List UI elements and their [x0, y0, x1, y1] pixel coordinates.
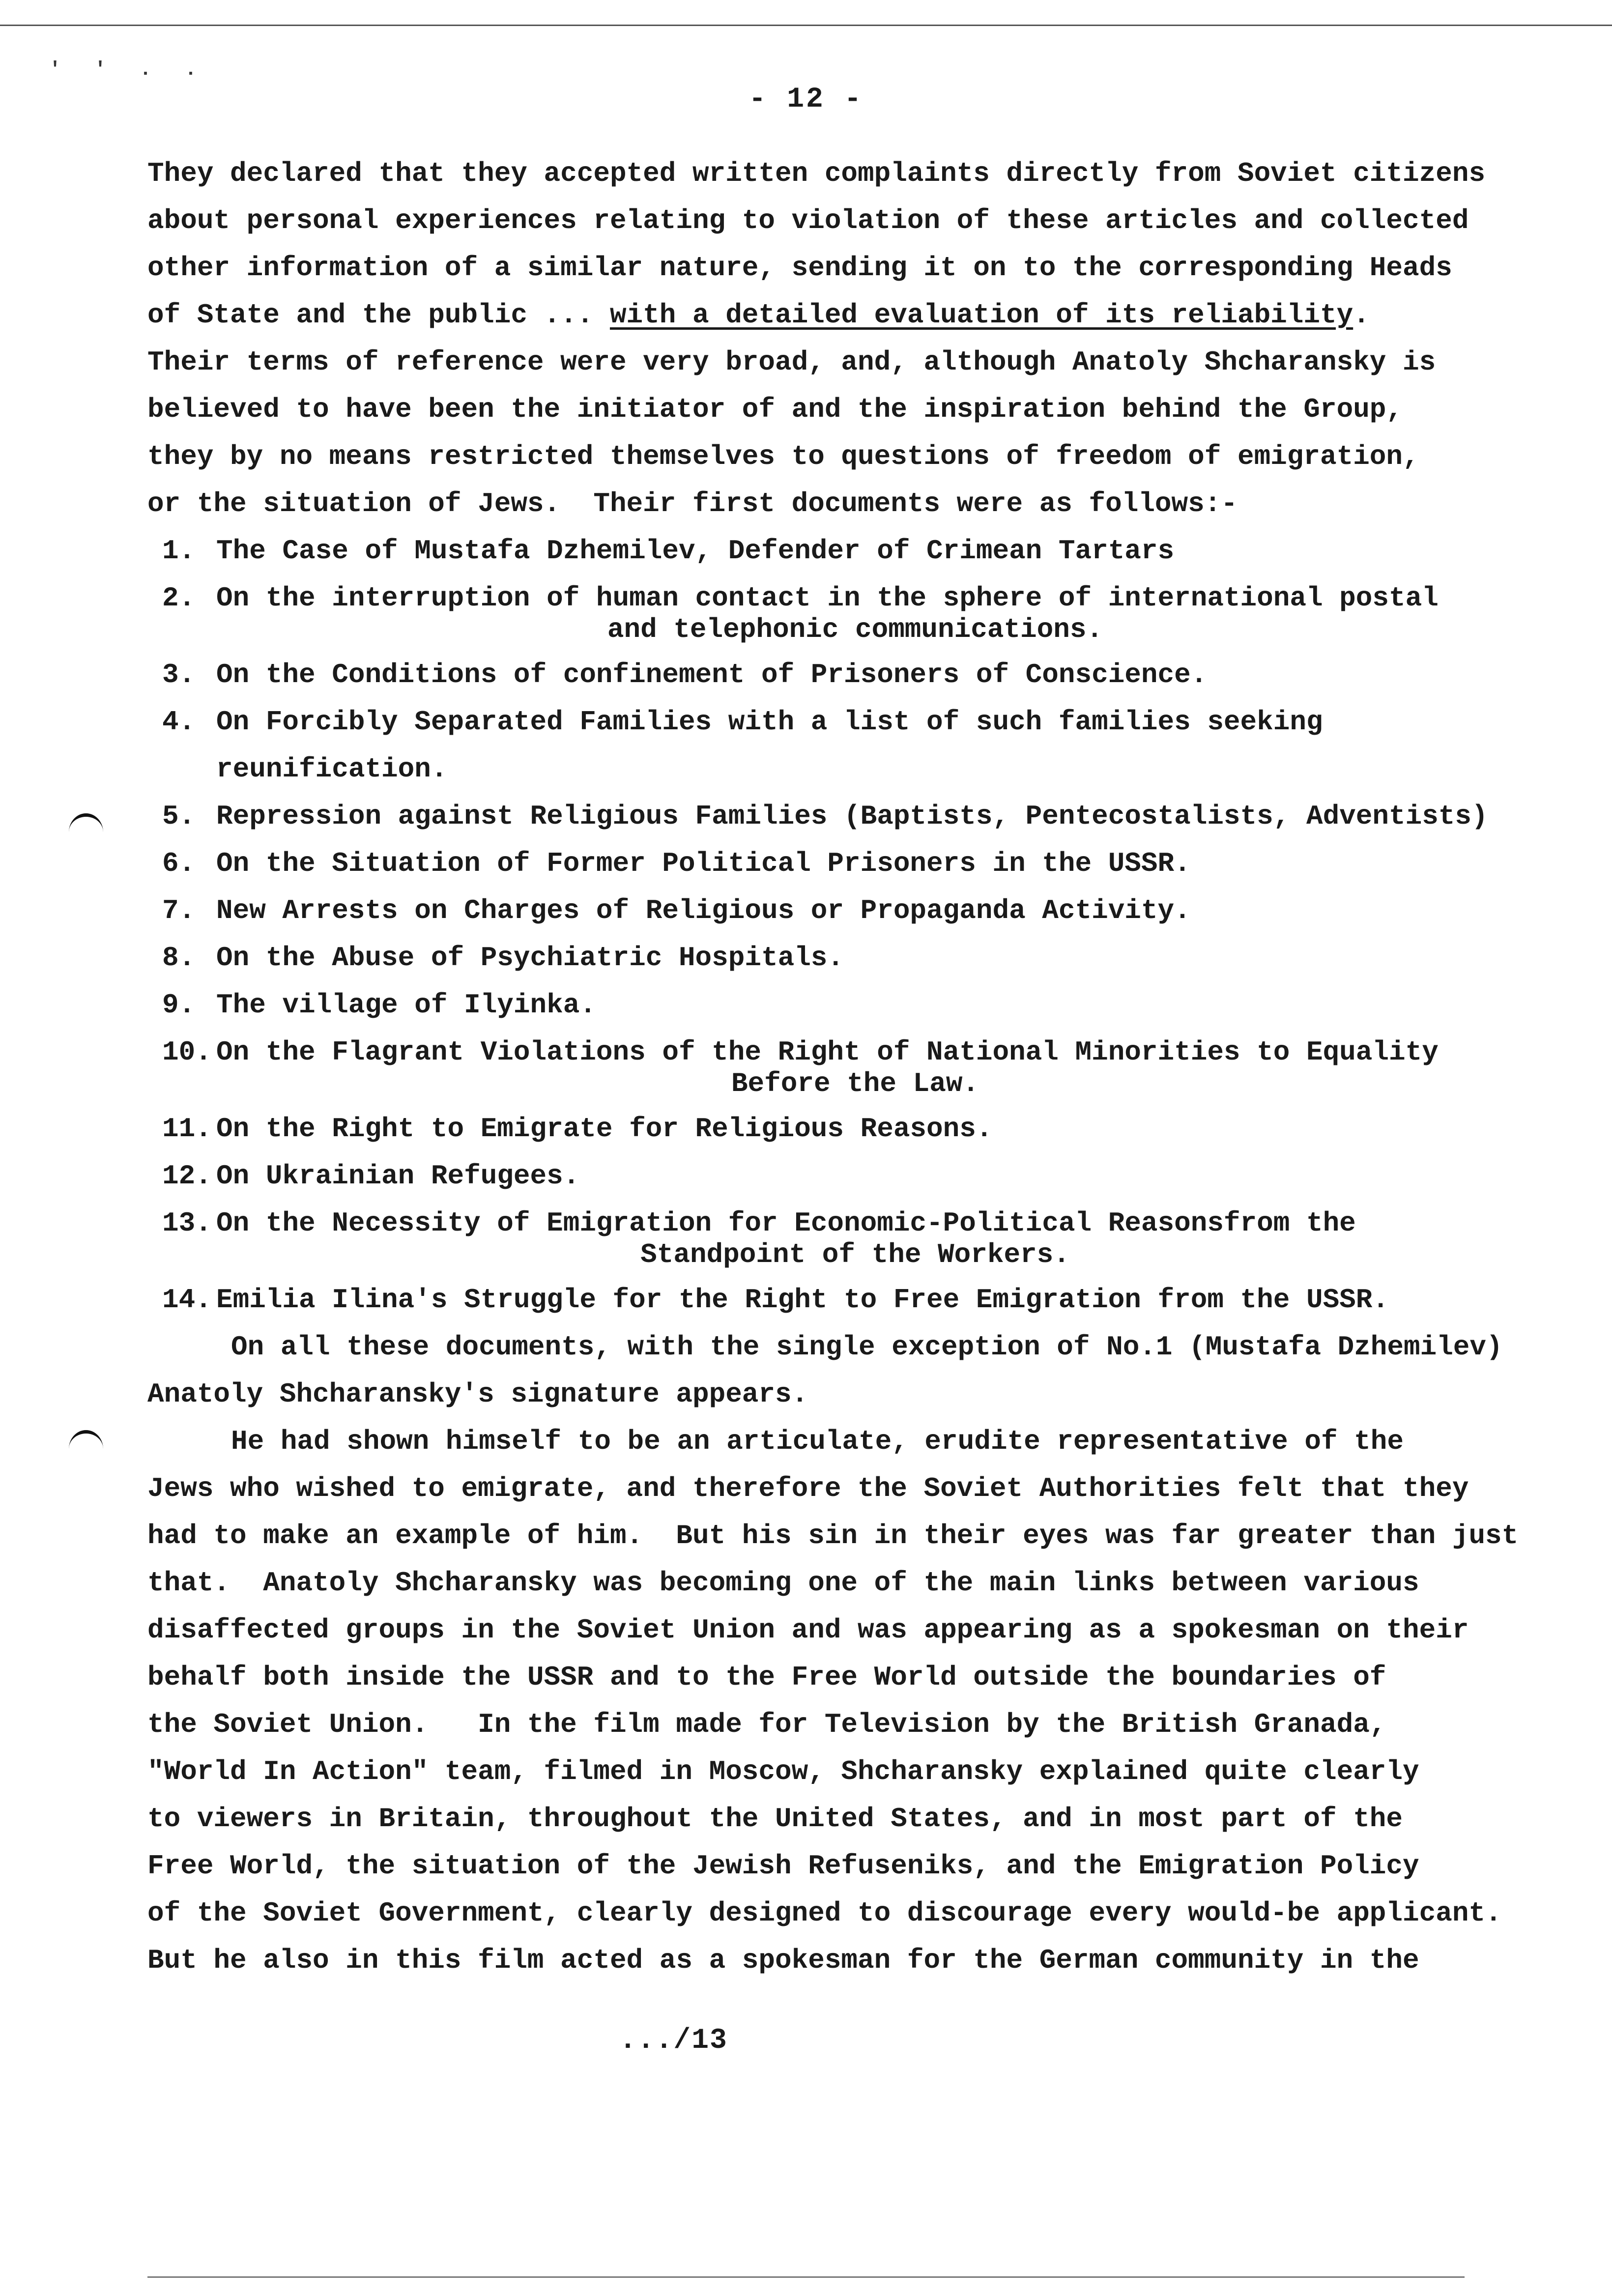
- scan-specks: ' ' . .: [49, 59, 208, 81]
- document-item: [162, 527, 1494, 574]
- intro-line-state: [147, 291, 1494, 339]
- item-continuation: and telephonic communications.: [607, 614, 1103, 645]
- item-continuation: Standpoint of the Workers.: [640, 1239, 1070, 1270]
- intro-line: they by no means restricted themselves to questions of freedom of emigration,: [147, 441, 1419, 472]
- document-item: [162, 1276, 1494, 1323]
- closing-paragraph: [147, 1418, 1519, 1984]
- item-number: 5.: [162, 801, 196, 832]
- document-item: [162, 887, 1494, 934]
- item-text: On the Abuse of Psychiatric Hospitals.: [216, 942, 844, 974]
- signature-line: Anatoly Shcharansky's signature appears.: [147, 1378, 808, 1410]
- item-text: On Ukrainian Refugees.: [216, 1160, 580, 1192]
- signature-line: On all these documents, with the single exception of No.1 (Mustafa Dzhemilev): [231, 1331, 1503, 1363]
- item-number: 3.: [162, 659, 196, 690]
- continuation-marker: .../13: [619, 2025, 728, 2057]
- document-item: [162, 1105, 1494, 1152]
- body-text: [147, 150, 1519, 1984]
- item-text: On the Necessity of Emigration for Economic-Political Reasonsfrom the: [216, 1207, 1356, 1239]
- closing-line: Jews who wished to emigrate, and therefore the Soviet Authorities felt that they: [147, 1473, 1469, 1504]
- bottom-edge-rule: [147, 2276, 1465, 2278]
- item-number: 6.: [162, 848, 196, 879]
- item-text: On the Situation of Former Political Prisoners in the USSR.: [216, 848, 1191, 879]
- margin-bracket-mark: [69, 1430, 103, 1468]
- closing-line: the Soviet Union. In the film made for Television by the British Granada,: [147, 1709, 1386, 1740]
- item-number: 11.: [162, 1113, 212, 1145]
- document-item: [162, 698, 1494, 793]
- item-number: 1.: [162, 535, 196, 567]
- closing-line: behalf both inside the USSR and to the Free World outside the boundaries of: [147, 1662, 1386, 1693]
- closing-line: that. Anatoly Shcharansky was becoming one of the main links between various: [147, 1567, 1419, 1599]
- intro-line: Their terms of reference were very broad, and, although Anatoly Shcharansky is: [147, 346, 1436, 378]
- item-text: The Case of Mustafa Dzhemilev, Defender of Crimean Tartars: [216, 535, 1175, 567]
- item-text: Repression against Religious Families (Baptists, Pentecostalists, Adventists): [216, 801, 1488, 832]
- item-text: On the interruption of human contact in the sphere of international postal: [216, 582, 1439, 614]
- closing-line: Free World, the situation of the Jewish Refuseniks, and the Emigration Policy: [147, 1850, 1419, 1882]
- item-text: On the Conditions of confinement of Prisoners of Conscience.: [216, 659, 1208, 690]
- document-item: [162, 840, 1494, 887]
- document-item: [162, 1200, 1494, 1276]
- intro-line: about personal experiences relating to violation of these articles and collected: [147, 205, 1469, 236]
- document-item: [162, 934, 1494, 981]
- intro-line: They declared that they accepted written complaints directly from Soviet citizens: [147, 158, 1486, 189]
- item-text: On Forcibly Separated Families with a list of such families seeking reunification.: [216, 706, 1323, 785]
- page-number: - 12 -: [748, 84, 864, 115]
- closing-line: disaffected groups in the Soviet Union and was appearing as a spokesman on their: [147, 1614, 1469, 1646]
- closing-line: had to make an example of him. But his sin in their eyes was far greater than just: [147, 1520, 1519, 1551]
- document-item: [162, 651, 1494, 698]
- item-number: 14.: [162, 1284, 212, 1316]
- intro-line: other information of a similar nature, sending it on to the corresponding Heads: [147, 252, 1452, 284]
- item-text: The village of Ilyinka.: [216, 989, 596, 1021]
- item-text: On the Flagrant Violations of the Right of National Minorities to Equality: [216, 1036, 1439, 1068]
- state-line-end: .: [1353, 299, 1370, 331]
- closing-line: But he also in this film acted as a spokesman for the German community in the: [147, 1945, 1419, 1976]
- item-number: 9.: [162, 989, 196, 1021]
- item-number: 7.: [162, 895, 196, 926]
- item-text: New Arrests on Charges of Religious or Propaganda Activity.: [216, 895, 1191, 926]
- intro-line: or the situation of Jews. Their first documents were as follows:-: [147, 488, 1238, 519]
- document-item: [162, 1152, 1494, 1200]
- closing-line: to viewers in Britain, throughout the United States, and in most part of the: [147, 1803, 1403, 1835]
- closing-line: "World In Action" team, filmed in Moscow, Shcharansky explained quite clearly: [147, 1756, 1419, 1787]
- item-text: Emilia Ilina's Struggle for the Right to Free Emigration from the USSR.: [216, 1284, 1389, 1316]
- margin-bracket-mark: [69, 813, 103, 851]
- intro-line: believed to have been the initiator of and the inspiration behind the Group,: [147, 394, 1403, 425]
- top-edge-rule: [0, 25, 1612, 26]
- document-item: [162, 981, 1494, 1029]
- item-continuation: Before the Law.: [731, 1068, 979, 1099]
- item-number: 4.: [162, 706, 196, 738]
- item-number: 2.: [162, 582, 196, 614]
- item-text: On the Right to Emigrate for Religious Reasons.: [216, 1113, 993, 1145]
- document-item: [162, 1029, 1494, 1105]
- document-item: [162, 793, 1494, 840]
- item-number: 12.: [162, 1160, 212, 1192]
- documents-list: [147, 527, 1494, 1323]
- item-number: 10.: [162, 1036, 212, 1068]
- document-item: [162, 574, 1494, 651]
- signature-paragraph: [147, 1323, 1503, 1418]
- closing-line: He had shown himself to be an articulate, erudite representative of the: [231, 1426, 1404, 1457]
- underlined-phrase: with a detailed evaluation of its reliability: [609, 299, 1353, 331]
- closing-line: of the Soviet Government, clearly designed to discourage every would-be applicant.: [147, 1897, 1502, 1929]
- item-number: 8.: [162, 942, 196, 974]
- state-line-plain: of State and the public ...: [147, 299, 610, 331]
- item-number: 13.: [162, 1207, 212, 1239]
